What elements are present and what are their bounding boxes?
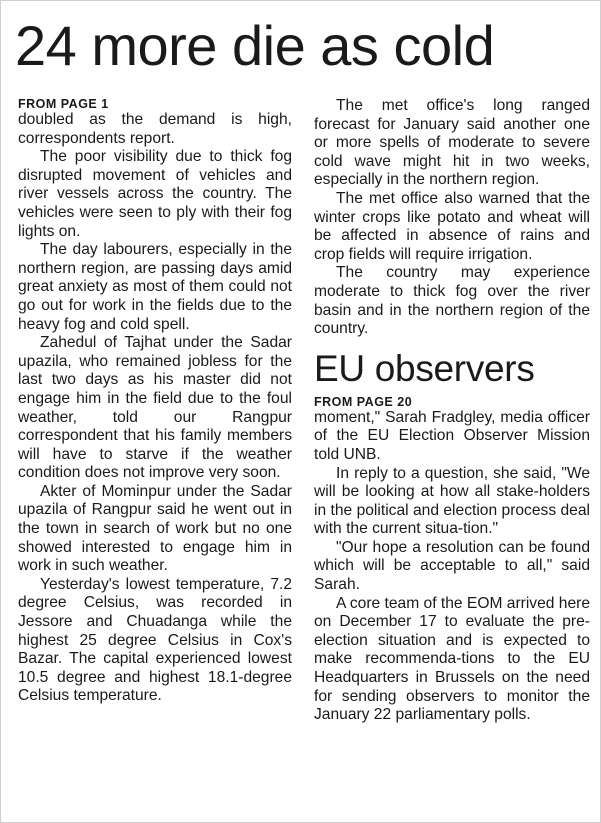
article-paragraph: Zahedul of Tajhat under the Sadar upazila, who remained jobless for the last two days as his master did not engage him in the field due to the foul weather, told our Rangpur correspondent that his family members will have to starve if the weather condition does not improve very soon. [18,334,292,482]
article-paragraph: The met office's long ranged forecast for January said another one or more spells of moderate to severe cold wave might hit in two weeks, especially in the northern region. [314,97,590,189]
article-paragraph: A core team of the EOM arrived here on December 17 to evaluate the pre-election situation and is expected to make recommenda-tions to the EU Headquarters in Brussels on the need for sending observers to monitor the January 22 parliamentary polls. [314,594,590,724]
article-paragraph: The day labourers, especially in the northern region, are passing days amid great anxiety as most of them could not go out for work in the fields due to the heavy fog and cold spell. [18,241,292,333]
right-column [314,97,590,725]
article-paragraph: The poor visibility due to thick fog disrupted movement of vehicles and river vessels across the country. The vehicles were seen to ply with their fog lights on. [18,148,292,240]
article-paragraph: Yesterday's lowest temperature, 7.2 degree Celsius, was recorded in Jessore and Chuadanga while the highest 25 degree Celsius in Cox's Bazar. The capital experienced lowest 10.5 degree and highest 18.1-degree Celsius temperature. [18,575,292,705]
article-paragraph: The met office also warned that the winter crops like potato and wheat will be affected in absence of rains and crop fields will require irrigation. [314,189,590,263]
article-paragraph: moment," Sarah Fradgley, media officer of the EU Election Observer Mission told UNB. [314,408,590,463]
jump-label-page-1: FROM PAGE 1 [18,97,109,111]
article-headline: 24 more die as cold [15,14,495,77]
article-paragraph: Akter of Mominpur under the Sadar upazila of Rangpur said he went out in the town in search of work but no one showed interested to engage him in work in such weather. [18,482,292,575]
article-paragraph: doubled as the demand is high, correspondents report. [18,111,292,147]
article-paragraph: The country may experience moderate to thick fog over the river basin and in the northern region of the country. [314,264,590,338]
article-paragraph: "Our hope a resolution can be found which will be acceptable to all," said Sarah. [314,538,590,594]
article-paragraph: In reply to a question, she said, "We will be looking at how all stake-holders in the political and election process deal with the current situa-tion." [314,464,590,538]
left-column [18,97,292,706]
eu-observers-headline: EU observers [314,347,535,389]
jump-label-page-20: FROM PAGE 20 [314,394,413,409]
